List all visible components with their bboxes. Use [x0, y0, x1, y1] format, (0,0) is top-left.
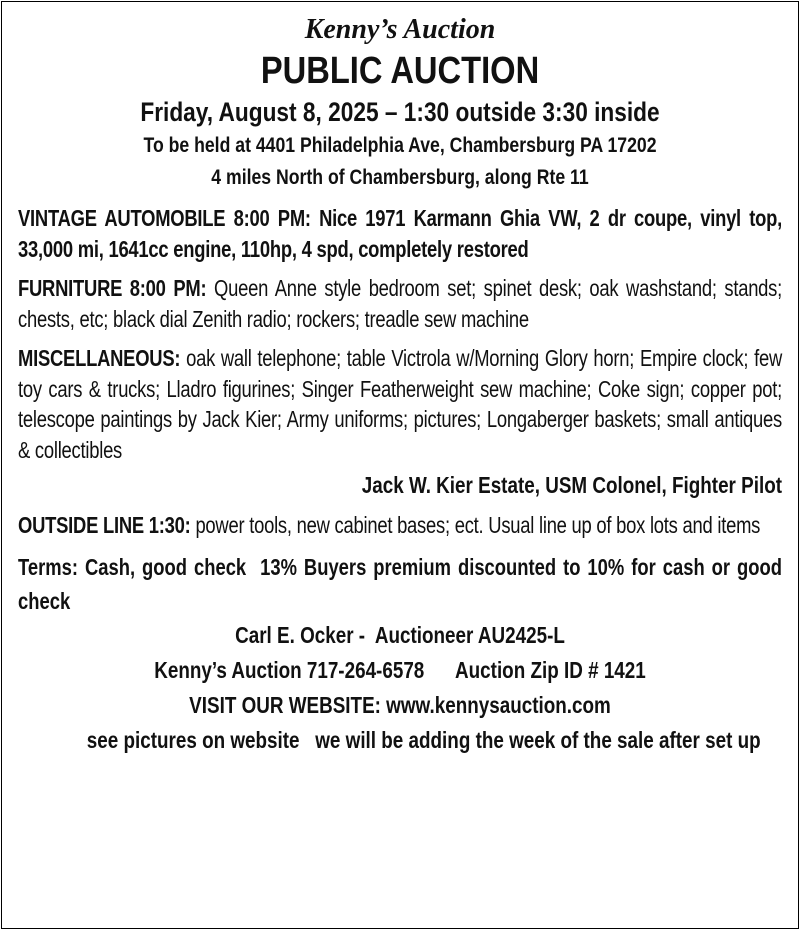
company-name: Kenny’s Auction [304, 14, 496, 45]
furniture-items: Queen Anne style bedroom set; spinet desk; oak washstand; stands; chests, etc; black dial Zenith radio; rockers; treadle sew machine [18, 275, 783, 332]
auction-ad [1, 1, 799, 929]
misc-items: oak wall telephone; table Victrola w/Morning Glory horn; Empire clock; few toy cars & trucks; Lladro figurines; Singer Featherweight sew machine; Coke sign; copper pot; telescope paintings by Jack Kier; Army uniforms; pictures; Longaberger baskets; small antiques & collectibles [18, 345, 782, 463]
pictures-note: see pictures on website we will be adding the week of the sale after set up [86, 726, 761, 753]
outside-section [18, 510, 782, 541]
outside-label: OUTSIDE LINE 1:30: [18, 512, 191, 538]
contact-line: Kenny’s Auction 717-264-6578 Auction Zip ID # 1421 [154, 656, 646, 683]
automobile-section: VINTAGE AUTOMOBILE 8:00 PM: Nice 1971 Karmann Ghia VW, 2 dr coupe, vinyl top, 33,000 mi, 1641cc engine, 110hp, 4 spd, completely restored [18, 205, 782, 262]
outside-items: power tools, new cabinet bases; ect. Usual line up of box lots and items [195, 512, 761, 538]
page-title: PUBLIC AUCTION [260, 50, 540, 92]
furniture-label: FURNITURE 8:00 PM: [18, 275, 207, 301]
furniture-section [18, 273, 782, 334]
terms-text: Terms: Cash, good check 13% Buyers premium discounted to 10% for cash or good check [18, 553, 788, 614]
misc-label: MISCELLANEOUS: [18, 345, 181, 371]
auctioneer-line: Carl E. Ocker - Auctioneer AU2425-L [235, 621, 565, 648]
misc-section [18, 343, 782, 465]
estate-line: Jack W. Kier Estate, USM Colonel, Fighter Pilot [361, 472, 782, 498]
auction-location: To be held at 4401 Philadelphia Ave, Chambersburg PA 17202 [143, 134, 657, 157]
auction-directions: 4 miles North of Chambersburg, along Rte 11 [211, 166, 589, 189]
website-line: VISIT OUR WEBSITE: www.kennysauction.com [189, 691, 611, 718]
auction-date: Friday, August 8, 2025 – 1:30 outside 3:30 inside [140, 97, 660, 127]
